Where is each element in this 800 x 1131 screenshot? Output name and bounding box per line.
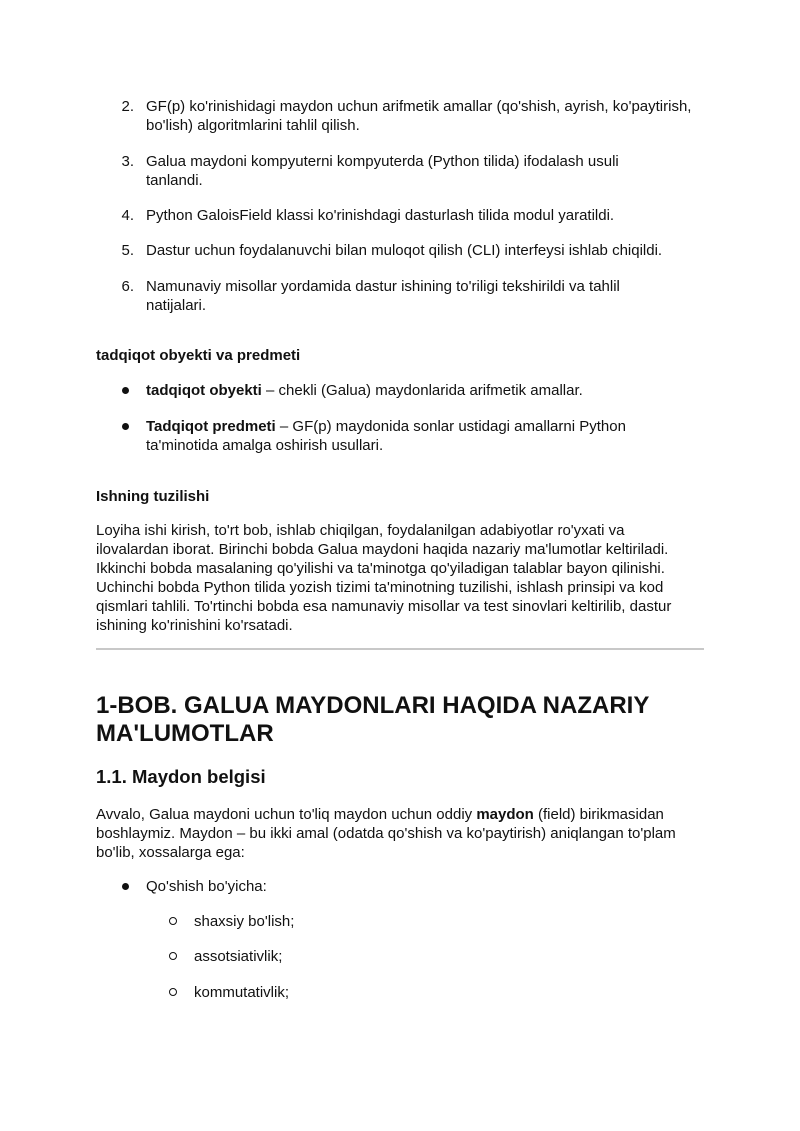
sub-list-item-text: kommutativlik; [194,984,290,1001]
paragraph [96,805,686,862]
list-number: 2. [121,98,134,115]
list-number: 5. [121,242,134,259]
circle-bullet-icon [169,917,177,925]
list-item-text: Dastur uchun foydalanuvchi bilan muloqot qilish (CLI) interfeysi ishlab chiqildi. [146,242,663,259]
bold-term: tadqiqot obyekti [146,382,262,399]
list-item-text: Namunaviy misollar yordamida dastur ishining to'riligi tekshirildi va tahlil natijalari. [146,278,620,314]
circle-bullet-icon [169,988,177,996]
list-number: 6. [121,278,134,295]
term-description: – GF(p) maydonida sonlar ustidagi amallarni Python ta'minotida amalga oshirish usullari. [146,418,626,454]
list-item-text: GF(p) ko'rinishidagi maydon uchun arifmetik amallar (qo'shish, ayrish, ko'paytirish, bo'lish) algoritmlarini tahlil qilish. [146,98,692,134]
list-item-text [146,417,686,455]
list-number: 4. [121,207,134,224]
section-heading: Ishning tuzilishi [96,488,210,505]
bullet-icon [122,883,129,890]
list-number: 3. [121,153,134,170]
bold-term: maydon [476,806,534,823]
bold-term: Tadqiqot predmeti [146,418,276,435]
section-heading: tadqiqot obyekti va predmeti [96,347,301,364]
term-description: – chekli (Galua) maydonlarida arifmetik amallar. [261,382,583,399]
intro-text-continued: (field) birikmasidan boshlaymiz. Maydon – bu ikki amal (odatda qo'shish va ko'paytirish) aniqlangan to'plam bo'lib, xossalarga ega: [96,806,676,861]
circle-bullet-icon [169,952,177,960]
intro-text: Avvalo, Galua maydoni uchun to'liq maydon uchun oddiy [96,806,477,823]
subsection-title: 1.1. Maydon belgisi [96,766,266,787]
list-item-text: Galua maydoni kompyuterni kompyuterda (Python tilida) ifodalash usuli tanlandi. [146,153,619,189]
bullet-icon [122,387,129,394]
sub-list-item-text: shaxsiy bo'lish; [194,913,295,930]
horizontal-rule [96,648,704,650]
paragraph: Loyiha ishi kirish, to'rt bob, ishlab chiqilgan, foydalanilgan adabiyotlar ro'yxati va ilovalardan iborat. Birinchi bobda Galua maydoni haqida nazariy ma'lumotlar keltiriladi. Ikkinchi bobda masalaning qo'yilishi va ta'minotga qo'yiladigan talablar bayon qilinishi. Uchinchi bobda Python tilida yozish tizimi ta'minotning tuzilishi, ishlash prinsipi va kod qismlari tahlili. To'rtinchi bobda esa namunaviy misollar va test sinovlari keltirilib, dastur ishining ko'rinishini ko'rsatadi. [96,522,672,634]
list-item-text: Python GaloisField klassi ko'rinishdagi dasturlash tilida modul yaratildi. [146,207,615,224]
chapter-title: 1-BOB. GALUA MAYDONLARI HAQIDA NAZARIY MA'LUMOTLAR [96,692,649,747]
list-item-text [146,381,706,400]
bullet-icon [122,423,129,430]
sub-list-item-text: assotsiativlik; [194,948,283,965]
list-item-text: Qo'shish bo'yicha: [146,878,267,895]
